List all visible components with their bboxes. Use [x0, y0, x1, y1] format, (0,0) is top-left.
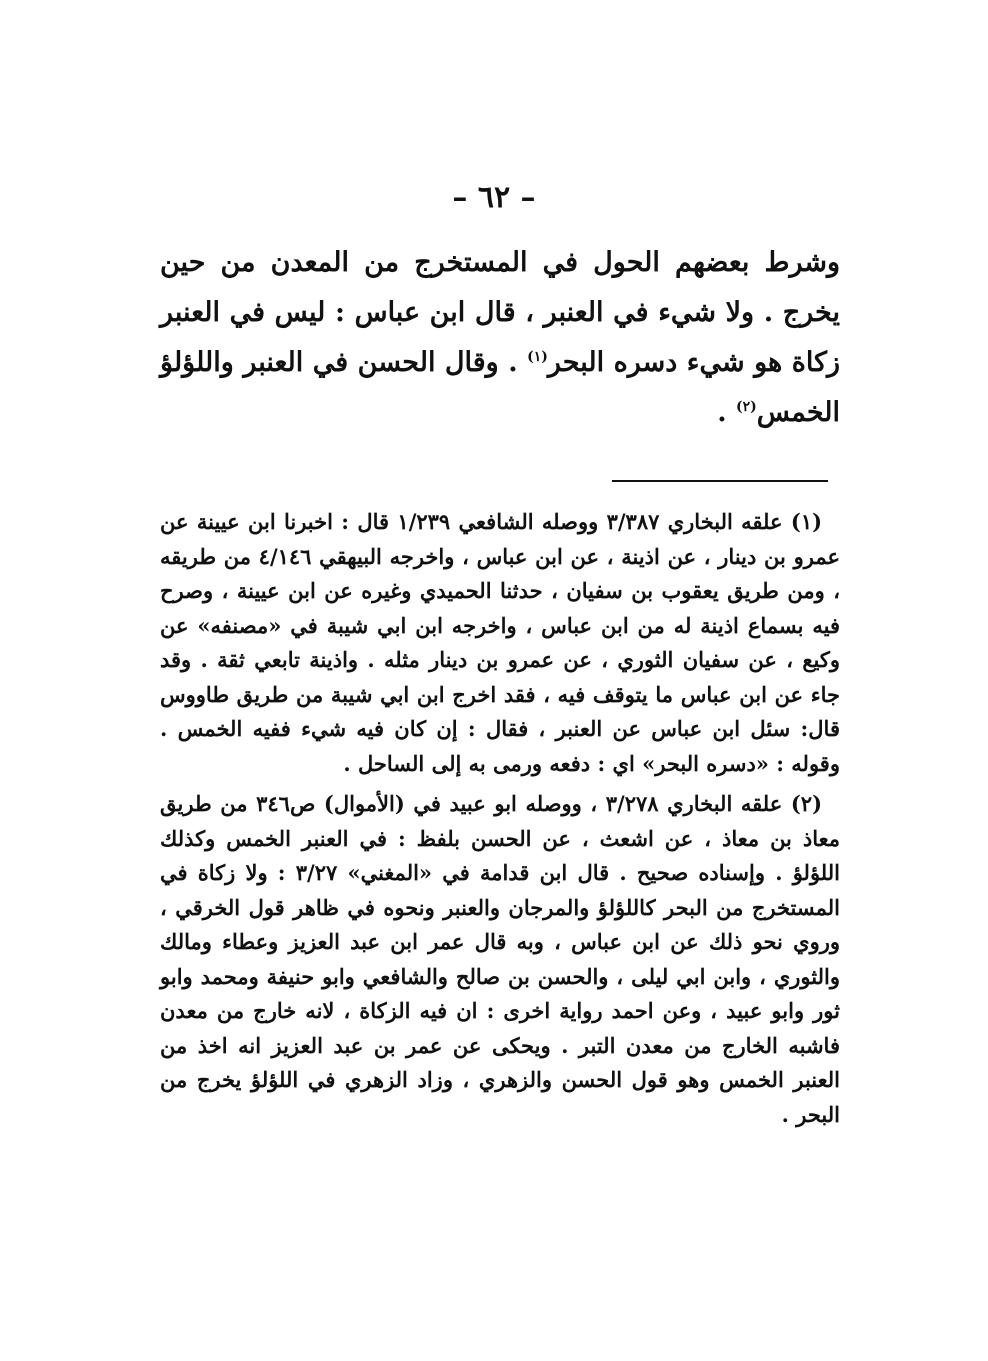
page-number: – ٦٢ – — [452, 180, 536, 215]
main-text — [160, 238, 840, 438]
main-text-body: وشرط بعضهم الحول في المستخرج من المعدن من حين يخرج . ولا شيء في العنبر ، قال ابن عباس : ليس في العنبر زكاة هو شيء دسره البحر — [160, 247, 841, 378]
main-text-body-2: . وقال الحسن في العنبر واللؤلؤ الخمس — [160, 347, 840, 428]
footnotes — [160, 505, 840, 1138]
footnote-marker-1: (١) — [790, 509, 823, 534]
footnote-marker-2: (٢) — [790, 791, 823, 816]
footnote-ref-1: (١) — [527, 349, 548, 365]
footnote-separator — [612, 480, 828, 482]
footnote-text-2: علقه البخاري ٣/٢٧٨ ، ووصله ابو عبيد في (الأموال) ص٣٤٦ من طريق معاذ بن معاذ ، عن اشعث ، عن الحسن بلفظ : في العنبر الخمس وكذلك اللؤلؤ . وإسناده صحيح . قال ابن قدامة في «المغني» ٣/٢٧ : ولا زكاة في المستخرج من البحر كاللؤلؤ والمرجان والعنبر ونحوه في ظاهر قول الخرقي ، وروي نحو ذلك عن ابن عباس ، وبه قال عمر ابن عبد العزيز وعطاء ومالك والثوري ، وابن ابي ليلى ، والحسن بن صالح والشافعي وابو حنيفة ومحمد وابو ثور وابو عبيد ، وعن احمد رواية اخرى : ان فيه الزكاة ، لانه خارج من معدن فاشبه الخارج من معدن التبر . ويحكى عن عمر بن عبد العزيز انه اخذ من العنبر الخمس وهو قول الحسن والزهري ، وزاد الزهري في اللؤلؤ يخرج من البحر . — [160, 791, 840, 1127]
main-text-body-3: . — [717, 397, 737, 428]
footnote-2 — [160, 787, 840, 1132]
footnote-ref-2: (٢) — [736, 399, 757, 415]
footnote-1 — [160, 505, 840, 781]
footnote-text-1: علقه البخاري ٣/٣٨٧ ووصله الشافعي ١/٢٣٩ قال : اخبرنا ابن عيينة عن عمرو بن دينار ، عن اذينة ، عن ابن عباس ، واخرجه البيهقي ٤/١٤٦ من طريقه ، ومن طريق يعقوب بن سفيان ، حدثنا الحميدي وغيره عن ابن عيينة ، وصرح فيه بسماع اذينة له من ابن عباس ، واخرجه ابن ابي شيبة في «مصنفه» عن وكيع ، عن سفيان الثوري ، عن عمرو بن دينار مثله . واذينة تابعي ثقة . وقد جاء عن ابن عباس ما يتوقف فيه ، فقد اخرج ابن ابي شيبة من طريق طاووس قال: سئل ابن عباس عن العنبر ، فقال : إن كان فيه شيء ففيه الخمس . وقوله : «دسره البحر» اي : دفعه ورمى به إلى الساحل . — [160, 509, 840, 776]
